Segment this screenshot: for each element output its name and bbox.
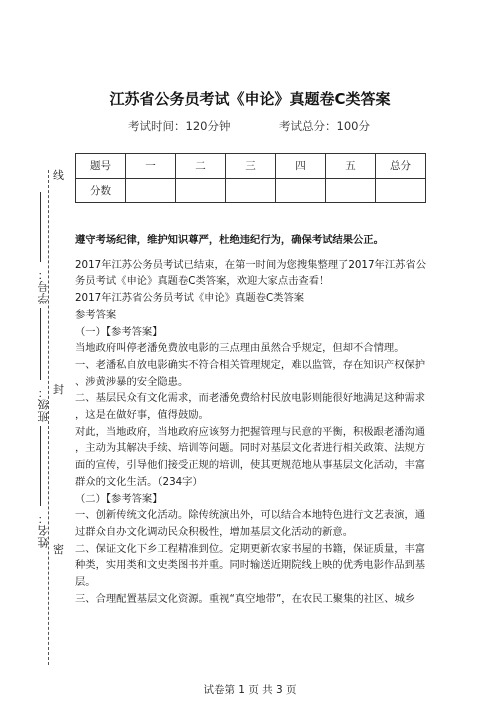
table-cell: 分数 — [76, 178, 126, 203]
table-cell: 总分 — [376, 154, 426, 179]
score-entry-cell[interactable] — [276, 178, 326, 203]
text-line: 参考答案 — [75, 308, 117, 321]
binding-char-feng: 封 — [53, 383, 64, 396]
student-id-label: 学号： — [37, 268, 50, 304]
table-cell: 题号 — [76, 154, 126, 179]
score-entry-cell[interactable] — [176, 178, 226, 203]
score-entry-cell[interactable] — [376, 178, 426, 203]
name-fill-line — [40, 426, 41, 506]
score-table — [75, 153, 426, 203]
binding-char-xian: 线 — [53, 169, 64, 182]
student-id-fill-line — [40, 192, 41, 262]
table-cell: 三 — [226, 154, 276, 179]
exam-time: 考试时间：120分钟 — [128, 119, 231, 133]
text-line: 、涉黄涉暴的安全隐患。 — [75, 375, 189, 388]
text-line: 层。 — [75, 576, 96, 589]
text-line: ，这是在做好事，值得鼓励。 — [75, 409, 209, 422]
table-cell: 二 — [176, 154, 226, 179]
text-line: 当地政府叫停老潘免费放电影的三点理由虽然合乎规定，但却不合情理。 — [75, 342, 405, 355]
score-entry-cell[interactable] — [126, 178, 176, 203]
table-cell: 一 — [126, 154, 176, 179]
text-line: 种类，实用类和文史类图书并重。同时输送近期院线上映的优秀电影作品到基 — [75, 559, 426, 572]
name-label: 姓名： — [37, 512, 50, 548]
text-line: 2017年江苏公务员考试已结束，在第一时间为您搜集整理了2017年江苏省公 — [75, 258, 427, 271]
table-cell: 五 — [326, 154, 376, 179]
exam-notice: 遵守考场纪律，维护知识尊严，杜绝违纪行为，确保考试结果公正。 — [75, 234, 384, 246]
text-line: 过群众自办文化调动民众积极性，增加基层文化活动的新意。 — [75, 525, 354, 538]
answer-content — [75, 232, 427, 607]
text-line: 群众的文化生活。（234字） — [75, 475, 203, 488]
section-heading: （二）【参考答案】 — [75, 492, 163, 505]
text-line: 一、老潘私自放电影确实不符合相关管理规定，难以监管，存在知识产权保护 — [75, 358, 426, 371]
page-title: 江苏省公务员考试《申论》真题卷C类答案 — [109, 90, 391, 108]
text-line: 对此，当地政府，当地政府应该努力把握管理与民意的平衡，积极跟老潘沟通 — [75, 425, 426, 438]
score-table-score-row — [76, 178, 426, 203]
text-line: 面的宣传，引导他们接受正规的培训，使其更规范地从事基层文化活动，丰富 — [75, 459, 426, 472]
exam-total-score: 考试总分：100分 — [279, 119, 370, 133]
text-line: 二、基层民众有文化需求，而老潘免费给村民放电影则能很好地满足这种需求 — [75, 392, 426, 405]
text-line: 三、合理配置基层文化资源。重视“真空地带”，在农民工聚集的社区、城乡 — [75, 592, 416, 605]
text-line: ，主动为其解决手续、培训等问题。同时对基层文化者进行相关政策、法规方 — [75, 442, 426, 455]
text-line: 务员考试《申论》真题卷C类答案，欢迎大家点击查看！ — [75, 275, 330, 288]
class-label: 班级： — [37, 386, 50, 422]
page-number: 试卷第 1 页 共 3 页 — [203, 684, 297, 696]
section-heading: （一）【参考答案】 — [75, 325, 163, 338]
class-fill-line — [40, 308, 41, 380]
binding-char-mi: 密 — [53, 543, 64, 556]
text-line: 一、创新传统文化活动。除传统演出外，可以结合本地特色进行文艺表演，通 — [75, 509, 426, 522]
score-entry-cell[interactable] — [226, 178, 276, 203]
table-cell: 四 — [276, 154, 326, 179]
text-line: 2017年江苏省公务员考试《申论》真题卷C类答案 — [75, 292, 305, 305]
score-table-header-row — [76, 154, 426, 179]
text-line: 二、保证文化下乡工程精准到位。定期更新农家书屋的书籍，保证质量，丰富 — [75, 542, 426, 555]
score-entry-cell[interactable] — [326, 178, 376, 203]
